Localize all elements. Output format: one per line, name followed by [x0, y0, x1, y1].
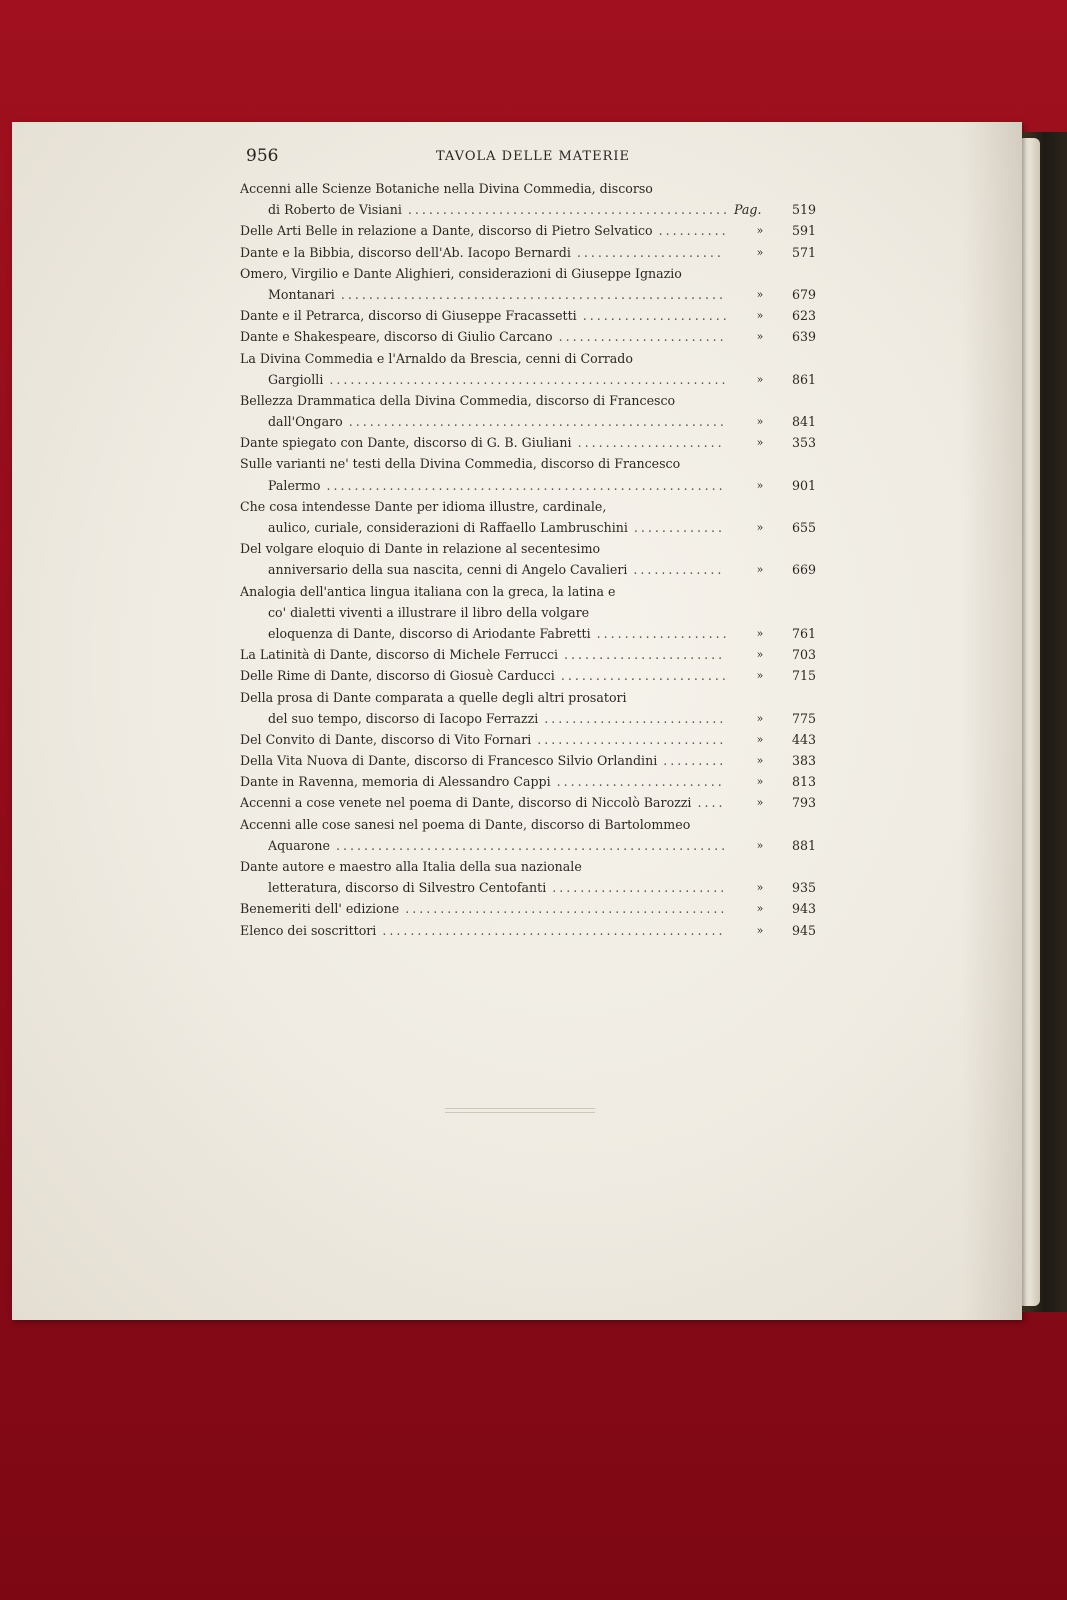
ditto-mark: »	[756, 330, 764, 344]
toc-row	[240, 623, 820, 644]
toc-row	[240, 665, 820, 686]
toc-entry-text: aulico, curiale, considerazioni di Raffaello Lambruschini	[268, 520, 628, 535]
ditto-mark: »	[756, 521, 764, 534]
toc-row	[240, 559, 820, 580]
toc-entry-text: La Latinità di Dante, discorso di Michele Ferrucci	[240, 647, 559, 663]
leader-dots: ..............................................	[405, 901, 728, 917]
page-ref: 703	[791, 647, 816, 663]
page-ref: 591	[791, 223, 816, 239]
leader-dots: .......................................................	[340, 286, 727, 302]
toc-entry-text: del suo tempo, discorso di Iacopo Ferrazzi	[268, 710, 539, 726]
leader-dots: ..........................	[544, 710, 727, 726]
page-ref: 901	[791, 477, 816, 493]
leader-dots: .....................	[577, 435, 725, 451]
toc-row	[240, 687, 820, 708]
leader-dots: .........................	[552, 880, 728, 896]
page-ref: 945	[791, 922, 816, 938]
toc-row	[240, 284, 820, 305]
page-ref: 775	[791, 710, 816, 726]
page-ref: 813	[791, 774, 816, 790]
leader-dots: ....	[697, 795, 726, 811]
page-ref: 881	[791, 837, 816, 853]
page-ref: 793	[791, 795, 816, 811]
ditto-mark: »	[756, 838, 764, 852]
page-ref: 935	[791, 880, 816, 896]
toc-entry-text: Accenni alle cose sanesi nel poema di Dante, discorso di Bartolommeo	[240, 816, 691, 832]
toc-entry-text: Palermo	[268, 477, 321, 493]
leader-dots: .......................	[564, 647, 726, 663]
toc-row	[240, 538, 820, 559]
ditto-mark: »	[756, 754, 764, 768]
toc-row	[240, 792, 820, 813]
toc-entry-text: Delle Rime di Dante, discorso di Giosuè Carducci	[240, 668, 555, 684]
page-ref: 943	[791, 901, 816, 917]
toc-entry-text: Bellezza Drammatica della Divina Commedia, discorso di Francesco	[240, 392, 676, 408]
ditto-mark: »	[756, 478, 764, 492]
toc-entry-text: La Divina Commedia e l'Arnaldo da Brescia, cenni di Corrado	[240, 350, 633, 366]
page-ref: 715	[791, 668, 816, 684]
toc-row	[240, 411, 820, 432]
ditto-mark: »	[756, 415, 764, 429]
toc-row	[240, 729, 820, 750]
toc-entry-text: Che cosa intendesse Dante per idioma illustre, cardinale,	[240, 498, 607, 514]
leader-dots: .....................	[582, 308, 730, 324]
toc-entry-text: Delle Arti Belle in relazione a Dante, discorso di Pietro Selvatico	[240, 223, 653, 239]
page-ref: 841	[791, 414, 816, 430]
page-ref: 669	[791, 562, 816, 578]
toc-row	[240, 920, 820, 941]
ditto-mark: »	[756, 775, 764, 789]
leader-dots: ........................	[558, 329, 727, 345]
toc-entry-text: Del volgare eloquio di Dante in relazione al secentesimo	[240, 541, 601, 557]
page-ref: 571	[791, 244, 816, 260]
ditto-mark: »	[756, 224, 764, 238]
page-ref: 639	[791, 329, 816, 345]
toc-row	[240, 644, 820, 665]
ditto-mark: »	[756, 563, 764, 577]
toc-entry-text: letteratura, discorso di Silvestro Centofanti	[268, 880, 547, 896]
toc-row	[240, 178, 820, 199]
toc-entry-text: Della prosa di Dante comparata a quelle degli altri prosatori	[240, 689, 627, 705]
ditto-mark: »	[756, 626, 764, 640]
toc-row	[240, 708, 820, 729]
toc-entry-text: Elenco dei soscrittori	[240, 922, 377, 938]
toc-row	[240, 263, 820, 284]
ditto-mark: »	[756, 309, 764, 323]
toc-row	[240, 242, 820, 263]
leader-dots: ........................	[556, 774, 725, 790]
page-ref: 443	[791, 731, 816, 747]
toc-entry-text: Dante autore e maestro alla Italia della sua nazionale	[240, 859, 582, 874]
toc-entry-text: Accenni a cose venete nel poema di Dante, discorso di Niccolò Barozzi	[240, 795, 692, 811]
toc-entry-text: Sulle varianti ne' testi della Divina Commedia, discorso di Francesco	[240, 456, 681, 472]
toc-row	[240, 348, 820, 369]
toc-entry-text: Del Convito di Dante, discorso di Vito Fornari	[240, 731, 532, 747]
toc-entry-text: Omero, Virgilio e Dante Alighieri, considerazioni di Giuseppe Ignazio	[240, 265, 682, 281]
toc-row	[240, 602, 820, 623]
leader-dots: ...................	[596, 625, 730, 641]
ditto-mark: »	[756, 796, 764, 810]
ditto-mark: »	[756, 436, 764, 450]
toc-row	[240, 835, 820, 856]
page-ref: 623	[791, 308, 816, 324]
toc-row	[240, 305, 820, 326]
toc-row	[240, 771, 820, 792]
page-ref: 383	[791, 753, 816, 769]
ditto-mark: »	[756, 902, 764, 916]
toc-entry-text: dall'Ongaro	[268, 414, 343, 430]
ditto-mark: »	[756, 923, 764, 937]
toc-row	[240, 199, 820, 220]
toc-entry-text: Dante e Shakespeare, discorso di Giulio Carcano	[240, 329, 553, 345]
toc-entry-text: Analogia dell'antica lingua italiana con la greca, la latina e	[240, 583, 616, 599]
toc-row	[240, 750, 820, 771]
toc-row	[240, 581, 820, 602]
toc-entry-text: Dante e la Bibbia, discorso dell'Ab. Iacopo Bernardi	[240, 244, 571, 260]
leader-dots: ......................................................	[348, 414, 727, 430]
toc-row	[240, 220, 820, 241]
bleed-through-text	[320, 1080, 790, 1260]
toc-entry-text: Montanari	[268, 286, 335, 302]
leader-dots: ..........	[658, 223, 729, 239]
leader-dots: .........................................................	[329, 371, 729, 387]
toc-row	[240, 814, 820, 835]
toc-row	[240, 390, 820, 411]
ditto-mark: »	[756, 372, 764, 386]
page-ref: 353	[791, 435, 816, 451]
toc-row	[240, 856, 820, 877]
toc-row	[240, 877, 820, 898]
toc-entry-text: eloquenza di Dante, discorso di Ariodante Fabretti	[268, 625, 591, 641]
page-ref: 679	[791, 286, 816, 302]
toc-row	[240, 496, 820, 517]
toc-entry-text: Dante spiegato con Dante, discorso di G. B. Giuliani	[240, 435, 572, 451]
toc-entry-text: Dante in Ravenna, memoria di Alessandro Cappi	[240, 774, 551, 790]
leader-dots: .................................................	[382, 922, 726, 938]
leader-dots: .........................................................	[326, 477, 726, 493]
toc-entry-text: di Roberto de Visiani	[268, 202, 402, 218]
toc-row	[240, 432, 820, 453]
leader-dots: .............	[633, 520, 725, 535]
table-of-contents	[240, 178, 820, 941]
ditto-mark: »	[756, 287, 764, 301]
toc-entry-text: Dante e il Petrarca, discorso di Giuseppe Fracassetti	[240, 308, 577, 324]
toc-entry-text: anniversario della sua nascita, cenni di Angelo Cavalieri	[268, 562, 628, 578]
ditto-mark: »	[756, 669, 764, 683]
page-number: 956	[246, 146, 279, 166]
toc-row	[240, 475, 820, 496]
page-header	[246, 146, 820, 170]
ditto-mark: »	[756, 732, 764, 746]
leader-dots: ..............................................	[407, 202, 730, 218]
ditto-mark: »	[756, 881, 764, 895]
toc-entry-text: Aquarone	[268, 837, 330, 853]
ditto-mark: »	[756, 711, 764, 725]
toc-row	[240, 453, 820, 474]
leader-dots: .....................	[576, 244, 724, 260]
toc-row	[240, 326, 820, 347]
leader-dots: ...........................	[537, 731, 727, 747]
ditto-mark: »	[756, 648, 764, 662]
toc-entry-text: Benemeriti dell' edizione	[240, 901, 400, 917]
ditto-mark: »	[756, 245, 764, 259]
toc-entry-text: Accenni alle Scienze Botaniche nella Divina Commedia, discorso	[240, 181, 653, 196]
leader-dots: .............	[633, 562, 725, 578]
page-ref: 861	[791, 371, 816, 387]
leader-dots: ........................................................	[335, 837, 729, 853]
toc-row	[240, 369, 820, 390]
page-ref: 519	[791, 202, 816, 218]
toc-row	[240, 517, 820, 538]
toc-row	[240, 898, 820, 919]
toc-entry-text: co' dialetti viventi a illustrare il libro della volgare	[268, 604, 590, 620]
running-title: TAVOLA DELLE MATERIE	[435, 149, 631, 164]
leader-dots: ........................	[560, 668, 729, 684]
leader-dots: .........	[663, 753, 727, 769]
page-ref: 761	[791, 625, 816, 641]
page-ref: 655	[791, 520, 816, 535]
toc-entry-text: Gargiolli	[268, 371, 324, 387]
toc-entry-text: Della Vita Nuova di Dante, discorso di Francesco Silvio Orlandini	[240, 753, 658, 769]
page-label: Pag.	[734, 202, 762, 218]
